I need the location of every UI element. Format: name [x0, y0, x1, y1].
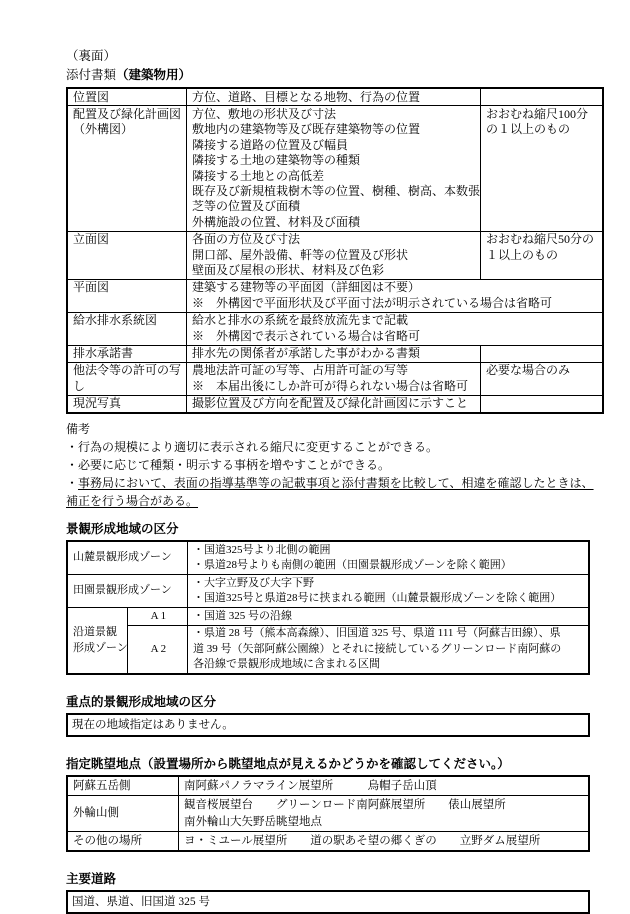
label-cell: 位置図: [67, 88, 187, 106]
remark-bullet: ・: [66, 476, 79, 491]
zone-section-title: 景観形成地域の区分: [66, 522, 179, 537]
viewpoint-content-cell: 観音桜展望台 グリーンロード南阿蘇展望所 俵山展望所 南外輪山大矢野岳眺望地点: [179, 796, 590, 832]
note-cell: おおむね縮尺50分の１以上のもの: [481, 231, 604, 279]
note-cell: [481, 395, 604, 413]
table-row: [67, 776, 589, 796]
viewpoint-content-cell: ヨ・ミユール展望所 道の駅あそ望の郷くぎの 立野ダム展望所: [179, 832, 590, 852]
zone-label-cell: 山麓景観形成ゾーン: [67, 541, 188, 575]
label-cell: 給水排水系統図: [67, 312, 187, 345]
table-row: [67, 345, 603, 362]
viewpoint-label-cell: その他の場所: [67, 832, 179, 852]
label-cell: 排水承諾書: [67, 345, 187, 362]
table-row: [67, 796, 589, 832]
table-row: [67, 714, 589, 736]
attachments-table: [66, 87, 604, 414]
zone-code-cell: A 2: [127, 625, 187, 674]
content-cell: 方位、道路、目標となる地物、行為の位置: [187, 88, 481, 106]
page-side-label: （裏面）: [66, 49, 117, 63]
remark-item-underlined: [66, 474, 596, 510]
remark-item: ・必要に応じて種類・明示する事柄を増やすことができる。: [66, 458, 391, 473]
zone-content-cell: ・大字立野及び大字下野 ・国道325号と県道28号に挟まれる範囲（山麓景観形成ゾーンを除く範囲）: [188, 575, 590, 608]
remarks-title: 備考: [66, 422, 91, 437]
zone-code-cell: A 1: [127, 608, 187, 626]
note-cell: [481, 88, 604, 106]
roads-content-cell: 国道、県道、旧国道 325 号: [67, 891, 589, 913]
roads-table: [66, 890, 590, 914]
roads-section-title: 主要道路: [66, 872, 117, 887]
label-cell: 現況写真: [67, 395, 187, 413]
roads-section: [66, 872, 590, 914]
label-cell: 立面図: [67, 231, 187, 279]
table-row: [67, 395, 603, 413]
content-cell: 撮影位置及び方向を配置及び緑化計画図に示すこと: [187, 395, 481, 413]
label-cell: 配置及び緑化計画図 （外構図）: [67, 106, 187, 231]
content-cell: 方位、敷地の形状及び寸法 敷地内の建築物等及び既存建築物等の位置 隣接する道路の位置及び幅員 隣接する土地の建築物等の種類 隣接する土地との高低差 既存及び新規植栽樹木等の位置、樹種、樹高、本数張 芝等の位置及び面積 外構施設の位置、材料及び面積: [187, 106, 481, 231]
table-row: [67, 608, 589, 626]
content-cell: 各面の方位及び寸法 開口部、屋外設備、軒等の位置及び形状 壁面及び屋根の形状、材料及び色彩: [187, 231, 481, 279]
zone-label-cell: 沿道景観 形成ゾーン: [67, 608, 127, 675]
zone-table: [66, 540, 590, 675]
priority-area-section: [66, 695, 590, 737]
note-cell: 必要な場合のみ: [481, 362, 604, 395]
page-title: [66, 67, 590, 83]
viewpoint-label-cell: 阿蘇五岳側: [67, 776, 179, 796]
zone-content-cell: ・国道 325 号の沿線: [188, 608, 590, 626]
table-row: [67, 88, 603, 106]
zone-section: [66, 522, 590, 675]
remark-item: ・行為の規模により適切に表示される縮尺に変更することができる。: [66, 440, 439, 455]
note-cell: おおむね縮尺100分の１以上のもの: [481, 106, 604, 231]
content-cell: 建築する建物等の平面図（詳細図は不要） ※ 外構図で平面形状及び平面寸法が明示されている場合は省略可: [187, 279, 604, 312]
viewpoint-table: [66, 775, 590, 852]
viewpoint-content-cell: 南阿蘇パノラマライン展望所 烏帽子岳山頂: [179, 776, 590, 796]
page-title-text: 添付書類: [66, 68, 117, 82]
zone-content-cell: ・国道325号より北側の範囲 ・県道28号よりも南側の範囲（田園景観形成ゾーンを除く範囲）: [188, 541, 590, 575]
zone-content-cell: ・県道 28 号（熊本高森線）、旧国道 325 号、県道 111 号（阿蘇吉田線）、県 道 39 号（矢部阿蘇公園線）とそれに接続しているグリーンロード南阿蘇の 各沿線で景観形成地域に含まれる区間: [188, 625, 590, 674]
content-cell: 排水先の関係者が承諾した事がわかる書類: [187, 345, 481, 362]
priority-area-table: [66, 713, 590, 737]
priority-area-content-cell: 現在の地域指定はありません。: [67, 714, 589, 736]
content-cell: 給水と排水の系統を最終放流先まで記載 ※ 外構図で表示されている場合は省略可: [187, 312, 604, 345]
priority-area-title: 重点的景観形成地域の区分: [66, 695, 217, 710]
viewpoint-section: [66, 757, 590, 852]
note-cell: [481, 345, 604, 362]
table-row: [67, 362, 603, 395]
remarks-section: [66, 420, 596, 510]
table-row: [67, 575, 589, 608]
table-row: [67, 279, 603, 312]
table-row: [67, 891, 589, 913]
table-row: [67, 625, 589, 674]
label-cell: 平面図: [67, 279, 187, 312]
viewpoint-label-cell: 外輪山側: [67, 796, 179, 832]
content-cell: 農地法許可証の写等、占用許可証の写等 ※ 本届出後にしか許可が得られない場合は省略可: [187, 362, 481, 395]
zone-label-cell: 田園景観形成ゾーン: [67, 575, 188, 608]
table-row: [67, 832, 589, 852]
table-row: [67, 106, 603, 231]
table-row: [67, 312, 603, 345]
label-cell: 他法令等の許可の写 し: [67, 362, 187, 395]
page-title-emphasis: （建築物用）: [116, 68, 192, 82]
remark-underlined-text: 事務局において、表面の指導基準等の記載事項と添付書類を比較して、相違を確認したときは、補正を行う場合がある。: [66, 476, 594, 509]
table-row: [67, 541, 589, 575]
viewpoint-section-title: 指定眺望地点（設置場所から眺望地点が見えるかどうかを確認してください。）: [66, 757, 510, 772]
table-row: [67, 231, 603, 279]
